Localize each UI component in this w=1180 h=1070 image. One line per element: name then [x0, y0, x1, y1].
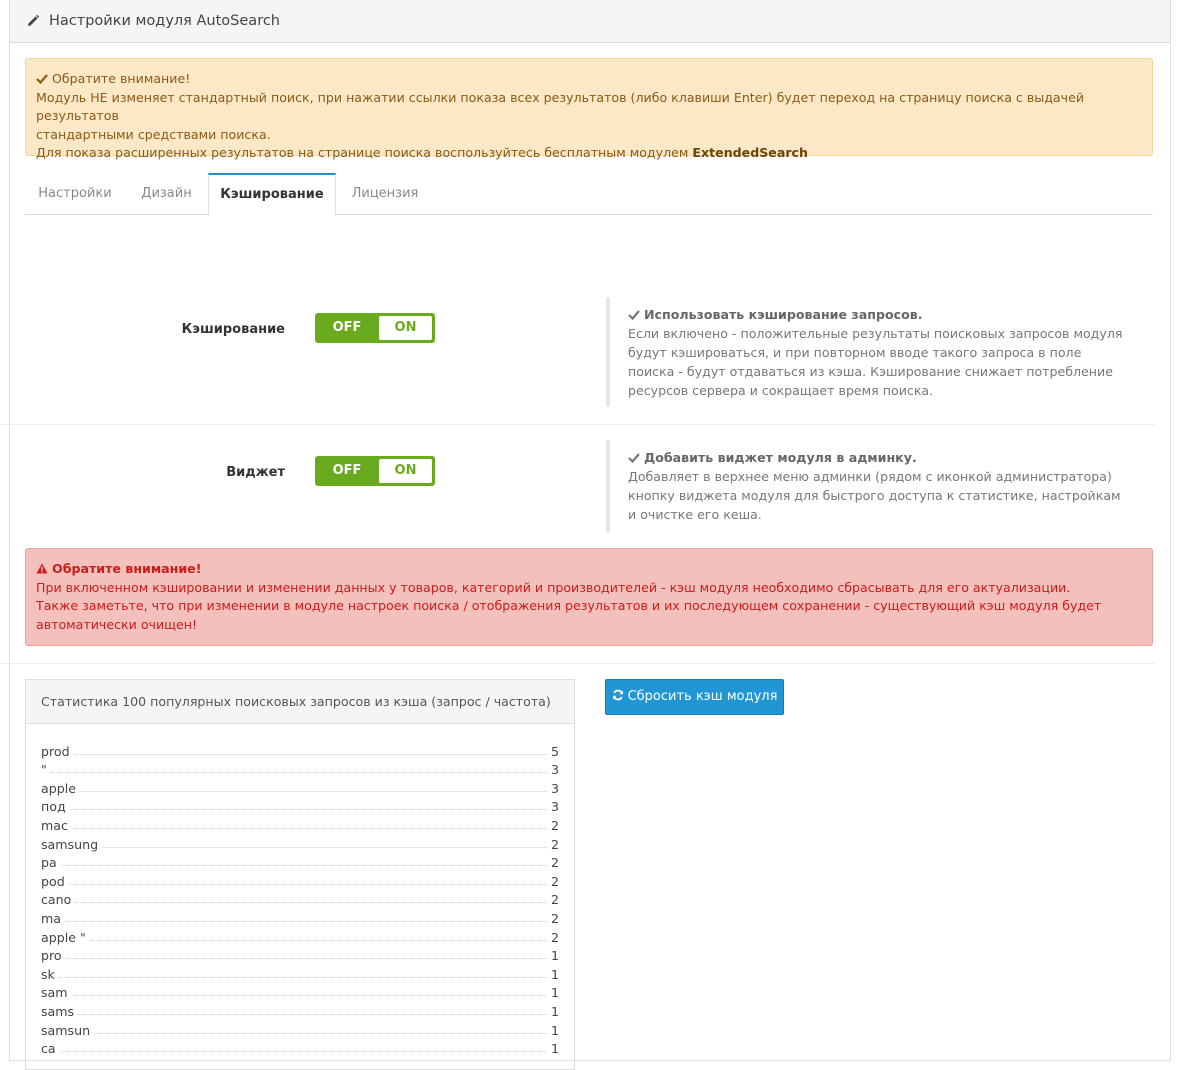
check-icon	[36, 73, 48, 84]
toggle-on-label: ON	[379, 316, 432, 340]
dot-leader	[74, 754, 547, 755]
stat-count: 5	[550, 743, 559, 759]
toggle-off-label: OFF	[332, 320, 362, 335]
page-title: Настройки модуля AutoSearch	[49, 13, 280, 29]
reset-cache-label: Сбросить кэш модуля	[627, 689, 778, 704]
stat-row	[41, 870, 559, 889]
stat-query: cano	[41, 892, 72, 908]
stat-count: 2	[550, 855, 559, 871]
dot-leader	[72, 828, 547, 829]
stat-query: samsun	[41, 1022, 91, 1038]
stat-row	[41, 814, 559, 833]
stat-query: pa	[41, 855, 57, 871]
panel-heading	[10, 0, 1170, 43]
dot-leader	[51, 772, 547, 773]
stat-count: 2	[550, 892, 559, 908]
stat-count: 1	[550, 1022, 559, 1038]
widget-label: Виджет	[226, 465, 285, 480]
attention-notice	[25, 58, 1153, 160]
stat-row	[41, 926, 559, 945]
stats-list	[26, 724, 574, 1056]
dot-leader	[102, 847, 547, 848]
row-divider	[0, 424, 1155, 425]
caching-toggle[interactable]	[315, 313, 435, 343]
module-settings-panel	[9, 0, 1171, 1061]
stat-count: 1	[550, 966, 559, 982]
stat-row	[41, 889, 559, 908]
stats-title: Статистика 100 популярных поисковых запросов из кэша (запрос / частота)	[26, 680, 574, 724]
stat-count: 3	[550, 799, 559, 815]
stat-query: sam	[41, 985, 68, 1001]
danger-title: Обратите внимание!	[52, 561, 202, 576]
stat-row	[41, 1019, 559, 1038]
dot-leader	[94, 1033, 547, 1034]
tab-caching[interactable]: Кэширование	[208, 173, 336, 216]
caching-help-title: Использовать кэширование запросов.	[644, 307, 923, 322]
stat-query: под	[41, 799, 66, 815]
stat-row	[41, 1038, 559, 1057]
reset-cache-button[interactable]	[605, 679, 784, 715]
warning-icon	[36, 563, 48, 574]
stat-row	[41, 852, 559, 871]
dot-leader	[60, 1051, 547, 1052]
notice-line: Модуль НЕ изменяет стандартный поиск, при нажатии ссылки показа всех результатов (либо клавиши Enter) будет переход на страницу поиска с выдачей результатов	[36, 89, 1085, 123]
stat-count: 3	[550, 762, 559, 778]
stat-row	[41, 982, 559, 1001]
stat-row	[41, 945, 559, 964]
stat-query: apple "	[41, 929, 86, 945]
tab-bar	[25, 173, 1153, 215]
dot-leader	[75, 902, 547, 903]
stat-row	[41, 963, 559, 982]
caching-help-text: Если включено - положительные результаты поисковых запросов модуля будут кэшироваться, и при повторном вводе такого запроса в поле поиска - будут отдаваться из кэша. Кэширование снижает потребление ресурсов сервера и сокращает время поиска.	[628, 326, 1123, 398]
stat-row	[41, 833, 559, 852]
tab-design[interactable]: Дизайн	[141, 186, 192, 201]
stat-count: 1	[550, 985, 559, 1001]
widget-toggle[interactable]	[315, 456, 435, 486]
stat-row	[41, 1000, 559, 1019]
widget-help	[606, 440, 1126, 532]
dot-leader	[90, 940, 547, 941]
dot-leader	[61, 865, 547, 866]
stat-query: apple	[41, 780, 76, 796]
toggle-off-label: OFF	[332, 463, 362, 478]
stat-query: sams	[41, 1003, 75, 1019]
widget-help-title: Добавить виджет модуля в админку.	[644, 450, 917, 465]
stat-count: 1	[550, 948, 559, 964]
danger-line: Также заметьте, что при изменении в модуле настроек поиска / отображения результатов и их последующем сохранении - существующий кэш модуля будет автоматически очищен!	[36, 598, 1102, 632]
dot-leader	[69, 884, 547, 885]
caching-label: Кэширование	[181, 322, 285, 337]
dot-leader	[70, 809, 547, 810]
refresh-icon	[612, 689, 624, 701]
stat-count: 2	[550, 836, 559, 852]
stat-row	[41, 740, 559, 759]
stat-count: 2	[550, 929, 559, 945]
stat-query: ca	[41, 1041, 56, 1057]
danger-line: При включенном кэшировании и изменении данных у товаров, категорий и производителей - кэш модуля необходимо сбрасывать для его актуализации.	[36, 579, 1071, 595]
stat-count: 2	[550, 817, 559, 833]
row-divider	[0, 663, 1155, 664]
check-icon	[628, 309, 640, 320]
stat-count: 1	[550, 1003, 559, 1019]
notice-line: стандартными средствами поиска.	[36, 126, 271, 142]
caching-help	[606, 297, 1126, 407]
stat-query: prod	[41, 743, 70, 759]
notice-title: Обратите внимание!	[52, 71, 191, 86]
dot-leader	[80, 791, 547, 792]
stat-row	[41, 796, 559, 815]
stats-panel	[25, 679, 575, 1070]
stat-count: 1	[550, 1041, 559, 1057]
tab-settings[interactable]: Настройки	[38, 186, 112, 201]
cache-warning-notice	[25, 548, 1153, 646]
stat-row	[41, 777, 559, 796]
dot-leader	[59, 977, 547, 978]
notice-line: Для показа расширенных результатов на странице поиска воспользуйтесь бесплатным модулем	[36, 145, 689, 160]
tab-license[interactable]: Лицензия	[351, 186, 419, 201]
widget-help-text: Добавляет в верхнее меню админки (рядом с иконкой администратора) кнопку виджета модуля для быстрого доступа к статистике, настройкам и очистке его кеша.	[628, 469, 1121, 522]
dot-leader	[78, 1014, 547, 1015]
stat-query: samsung	[41, 836, 99, 852]
dot-leader	[72, 995, 547, 996]
stat-query: "	[41, 762, 47, 778]
stat-count: 2	[550, 873, 559, 889]
dot-leader	[65, 921, 547, 922]
stat-query: pod	[41, 873, 65, 889]
stat-query: sk	[41, 966, 55, 982]
toggle-on-label: ON	[379, 459, 432, 483]
stat-query: mac	[41, 817, 68, 833]
dot-leader	[66, 958, 547, 959]
extended-search-link: ExtendedSearch	[692, 145, 808, 160]
stat-count: 2	[550, 910, 559, 926]
stat-count: 3	[550, 780, 559, 796]
pencil-icon	[26, 14, 40, 28]
stat-row	[41, 759, 559, 778]
stat-query: pro	[41, 948, 62, 964]
check-icon	[628, 452, 640, 463]
stat-query: ma	[41, 910, 61, 926]
stat-row	[41, 907, 559, 926]
